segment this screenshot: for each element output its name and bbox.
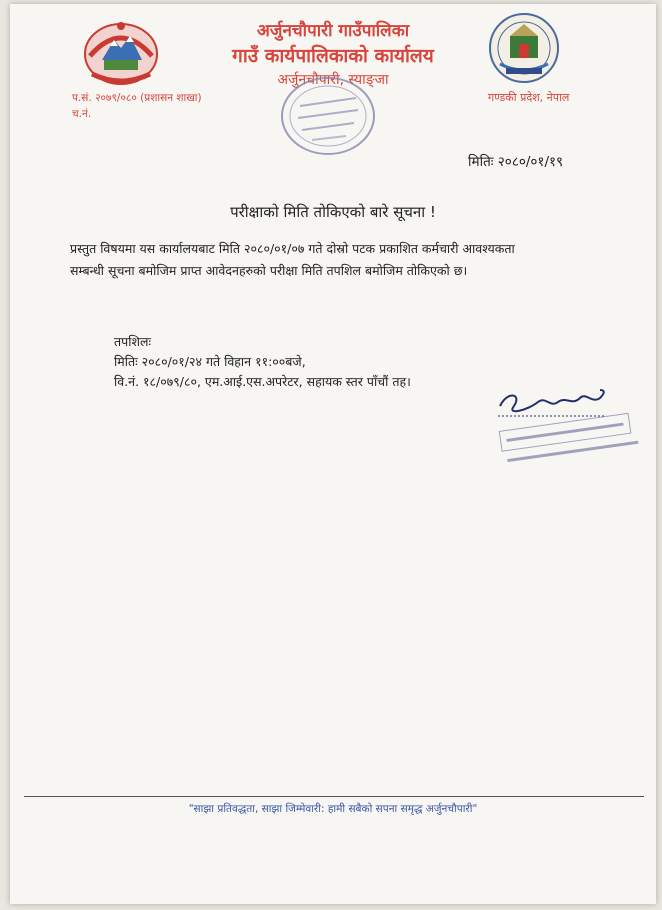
office-stamp [272,68,384,164]
body-line-2: सम्बन्धी सूचना बमोजिम प्राप्त आवेदनहरुको परीक्षा मिति तपशिल बमोजिम तोकिएको छ। [70,263,468,278]
letter-page [10,4,656,904]
dispatch-number: च.नं. [72,108,92,120]
signature [488,386,656,482]
municipality-name: अर्जुनचौपारी गाउँपालिका [256,21,410,41]
reference-number: प.सं. २०७९/०८० (प्रशासन शाखा) [72,92,202,104]
notice-info: वि.नं. १८/०७९/८०, एम.आई.एस.अपरेटर, सहायक स्तर पाँचौं तह। [114,374,411,389]
details-block [114,332,411,392]
notice-body [70,238,590,282]
footer-slogan: "साझा प्रतिवद्धता, साझा जिम्मेवारी: हामी सबैको सपना समृद्ध अर्जुनचौपारी" [188,803,478,815]
details-heading: तपशिलः [114,334,151,349]
office-address: अर्जुनचौपारी, स्याङ्जा [277,72,389,88]
exam-date: मितिः २०८०/०१/२४ गते विहान ११:००बजे, [114,354,306,369]
office-name: गाउँ कार्यपालिकाको कार्यालय [232,45,434,67]
notice-subject: परीक्षाको मिति तोकिएको बारे सूचना ! [230,203,436,221]
footer-divider [24,796,644,797]
letter-date: मितिः २०८०/०१/१९ [468,154,564,170]
reference-block [72,90,202,122]
body-line-1: प्रस्तुत विषयमा यस कार्यालयबाट मिति २०८०/०१/०७ गते दोस्रो पटक प्रकाशित कर्मचारी आवश्यकता [70,241,515,256]
province-label: गण्डकी प्रदेश, नेपाल [488,91,570,104]
